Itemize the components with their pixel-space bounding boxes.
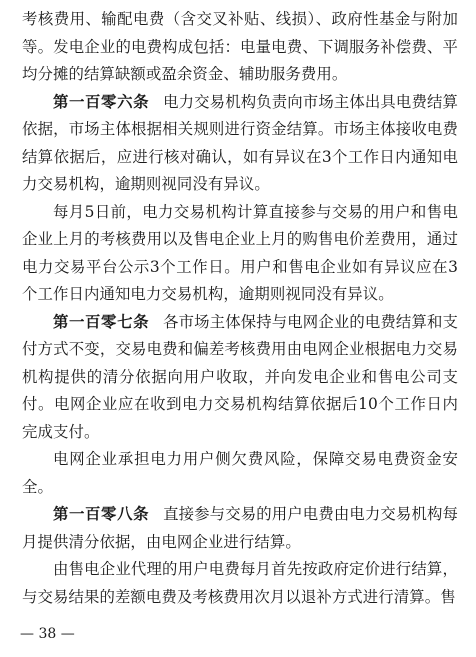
article-107-paragraph [22,309,458,447]
article-106-paragraph [22,89,458,199]
article-108-paragraph [22,501,458,556]
article-heading: 第一百零七条 [53,312,150,331]
article-heading: 第一百零六条 [53,92,150,111]
document-page [22,6,458,611]
page-number: — 38 — [20,626,75,642]
paragraph-text: 各市场主体保持与电网企业的电费结算和支付方式不变，交易电费和偏差考核费用由电网企业根据电力交易机构提供的清分依据向用户收取，并向发电企业和售电公司支付。电网企业应在收到电力交易机构结算依据后10个工作日内完成支付。 [22,312,458,441]
paragraph-1 [22,6,458,89]
paragraph-text: 电力交易机构负责向市场主体出具电费结算依据，市场主体根据相关规则进行资金结算。市场主体接收电费结算依据后，应进行核对确认，如有异议在3个工作日内通知电力交易机构，逾期则视同没有异议。 [22,92,458,193]
paragraph-7 [22,556,458,611]
article-heading: 第一百零八条 [53,505,150,523]
paragraph-text: 电网企业承担电力用户侧欠费风险，保障交易电费资金安全。 [22,450,458,496]
paragraph-text: 直接参与交易的用户电费由电力交易机构每月提供清分依据，由电网企业进行结算。 [22,505,458,551]
paragraph-3 [22,199,458,309]
paragraph-5 [22,446,458,501]
paragraph-text: 由售电企业代理的用户电费每月首先按政府定价进行结算，与交易结果的差额电费及考核费用次月以退补方式进行清算。售 [22,560,458,606]
paragraph-text: 考核费用、输配电费（含交叉补贴、线损）、政府性基金与附加等。发电企业的电费构成包括：电量电费、下调服务补偿费、平均分摊的结算缺额或盈余资金、辅助服务费用。 [22,10,458,83]
paragraph-text: 每月5日前，电力交易机构计算直接参与交易的用户和售电企业上月的考核费用以及售电企业上月的购售电价差费用，通过电力交易平台公示3个工作日。用户和售电企业如有异议应在3个工作日内通知电力交易机构，逾期则视同没有异议。 [22,202,458,303]
